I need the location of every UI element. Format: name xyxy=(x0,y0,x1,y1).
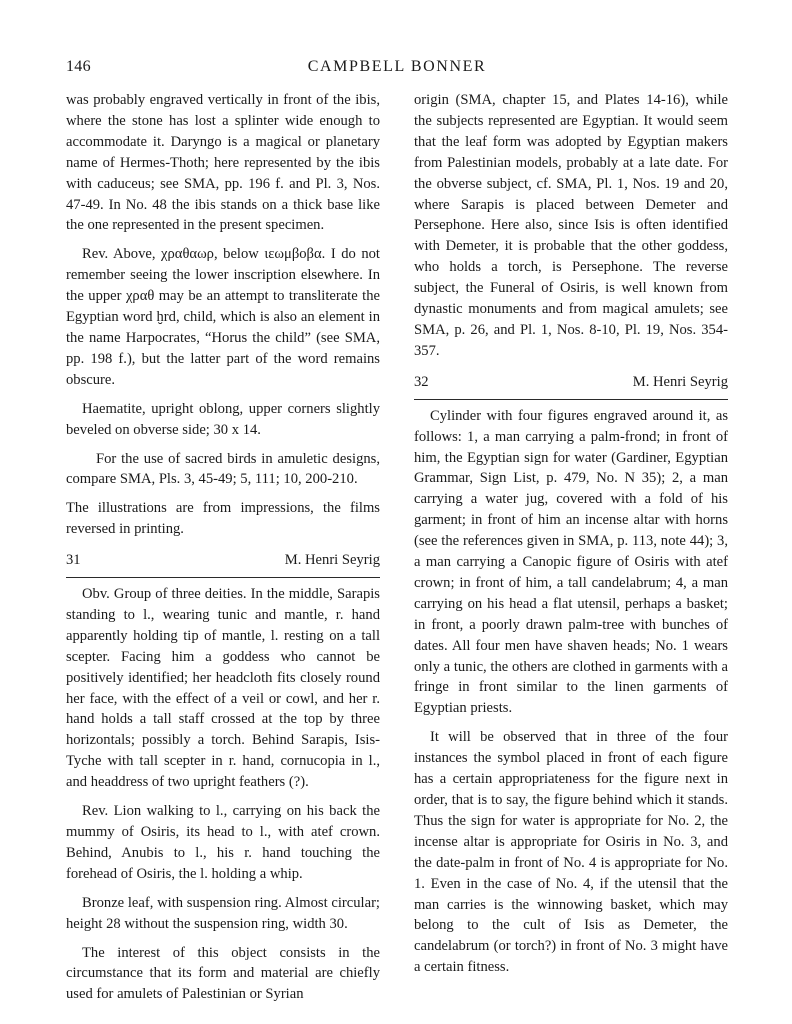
paragraph: origin (SMA, chapter 15, and Plates 14-16), while the subjects represented are Egyptian. It would seem that the leaf form was adopted by Egyptian makers from Palestinian models, probably at a late date. For the obverse subject, cf. SMA, Pl. 1, Nos. 19 and 20, where Sarapis is placed between Demeter and Persephone. Here also, since Isis is often identified with Demeter, it is probable that the other goddess, who holds a torch, is Persephone. The reverse subject, the Funeral of Osiris, is well known from dynastic monuments and from magical amulets; see SMA, p. 26, and Pl. 1, Nos. 8-10, Pl. 19, Nos. 354-357. xyxy=(414,92,728,359)
item-number: 32 xyxy=(414,373,429,390)
paragraph: Rev. Lion walking to l., carrying on his back the mummy of Osiris, its head to l., with atef crown. Behind, Anubis to l., his r. hand touching the forehead of Osiris, the l. holding a whip. xyxy=(66,803,380,882)
item-owner: M. Henri Seyrig xyxy=(284,552,380,569)
right-column xyxy=(414,90,728,978)
running-head: CAMPBELL BONNER xyxy=(307,58,487,75)
left-column xyxy=(66,90,380,1005)
paragraph: Obv. Group of three deities. In the middle, Sarapis standing to l., wearing tunic and mantle, r. hand apparently holding tip of mantle, l. resting on a tall scepter. Facing him a goddess who cannot be positively identified; her headcloth fits closely round her face, with the effect of a veil or cowl, and her r. hand holds a tall staff crossed at the top by three horizontals; possibly a torch. Behind Sarapis, Isis-Tyche with tall scepter in r. hand, cornucopia in l., and headdress of two upright feathers (?). xyxy=(66,586,380,791)
paragraph: For the use of sacred birds in amuletic designs, compare SMA, Pls. 3, 45-49; 5, 111; 10, 200-210. xyxy=(66,450,380,488)
page-number: 146 xyxy=(66,58,91,75)
paragraph: Bronze leaf, with suspension ring. Almost circular; height 28 without the suspension ring, width 30. xyxy=(66,894,380,932)
paragraph: The interest of this object consists in the circumstance that its form and material are chiefly used for amulets of Palestinian or Syrian xyxy=(66,944,380,1003)
section-rule xyxy=(414,399,728,400)
page-header xyxy=(66,58,728,78)
paragraph: Cylinder with four figures engraved around it, as follows: 1, a man carrying a palm-frond; in front of him, the Egyptian sign for water (Gardiner, Egyptian Grammar, Sign List, p. 479, No. N 35); 2, a man carrying a water jug, covered with a fold of his garment; in front of him an incense altar with horns (see the references given in SMA, p. 113, note 44); 3, a man carrying a Canopic figure of Osiris with atef crown; in front of him, a tall candelabrum; 4, a man carrying on his head a flat utensil, perhaps a basket; in front, a poorly drawn palm-tree with bunches of dates. All four men have shaven heads; No. 1 wears only a tunic, the others are clothed in garments with a fringe in front similar to the linen garments of Egyptian priests. xyxy=(414,407,728,717)
paragraph: was probably engraved vertically in front of the ibis, where the stone has lost a splinter wide enough to accommodate it. Daryngo is a magical or planetary name of Hermes-Thoth; here represented by the ibis with caduceus; see SMA, pp. 196 f. and Pl. 3, Nos. 47-49. In No. 48 the ibis stands on a thick base like the one represented in the present specimen. xyxy=(66,92,380,234)
paragraph: The illustrations are from impressions, the films reversed in printing. xyxy=(66,500,380,538)
item-number: 31 xyxy=(66,552,81,569)
item-31-heading xyxy=(66,550,380,571)
paragraph: It will be observed that in three of the four instances the symbol placed in front of each figure has a certain appropriateness for the figure next in order, that is to say, the figure behind which it stands. Thus the sign for water is appropriate for No. 2, the incense altar is appropriate for Osiris in No. 3, and the date-palm in front of No. 4 is appropriate for No. 1. Even in the case of No. 4, if the utensil that the man carries is the winnowing basket, which may belong to the cult of Isis as Demeter, the candelabrum (or torch?) in front of No. 3 might have a certain fitness. xyxy=(414,729,728,976)
item-owner: M. Henri Seyrig xyxy=(632,373,728,390)
paragraph: Rev. Above, χραθαωρ, below ιεωμβοβα. I do not remember seeing the lower inscription elsewhere. In the upper χραθ may be an attempt to transliterate the Egyptian word ḫrd, child, which is also an element in the name Harpocrates, “Horus the child” (see SMA, pp. 198 f.), but the latter part of the word remains obscure. xyxy=(66,246,380,388)
item-32-heading xyxy=(414,372,728,393)
section-rule xyxy=(66,577,380,578)
paragraph: Haematite, upright oblong, upper corners slightly beveled on obverse side; 30 x 14. xyxy=(66,400,380,438)
